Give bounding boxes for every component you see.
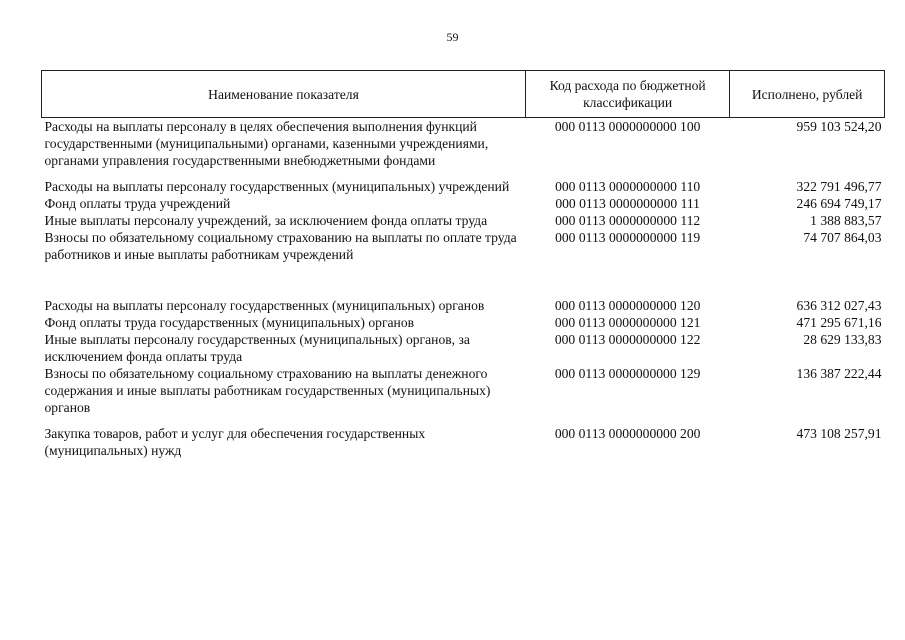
- row-amount: 28 629 133,83: [803, 332, 882, 347]
- row-code: 000 0113 0000000000 121: [554, 315, 701, 330]
- header-executed-amount: Исполнено, рублей: [730, 71, 885, 118]
- row-name: Расходы на выплаты персоналу в целях обеспечения выполнения функций государственными (муниципальными) органами, казенными учреждениями, органами управления государственными внебюджетными фондами: [44, 119, 489, 168]
- row-amount: 322 791 496,77: [796, 179, 882, 194]
- row-amount: 473 108 257,91: [796, 426, 882, 441]
- row-name: Иные выплаты персоналу учреждений, за исключением фонда оплаты труда: [44, 213, 488, 228]
- row-amount: 636 312 027,43: [796, 298, 882, 313]
- row-code: 000 0113 0000000000 122: [554, 332, 701, 347]
- row-code: 000 0113 0000000000 119: [555, 230, 701, 245]
- row-code: 000 0113 0000000000 112: [555, 213, 701, 228]
- header-indicator-name: Наименование показателя: [42, 71, 526, 118]
- table-row: [42, 229, 885, 297]
- row-name: Взносы по обязательному социальному страхованию на выплаты денежного содержания и иные выплаты работникам государственных (муниципальных) органов: [44, 366, 491, 415]
- row-name: Иные выплаты персоналу государственных (муниципальных) органов, за исключением фонда оплаты труда: [44, 332, 470, 364]
- page-number: 59: [446, 30, 459, 44]
- row-amount: 74 707 864,03: [803, 230, 882, 245]
- row-amount: 136 387 222,44: [796, 366, 882, 381]
- table-row: [42, 195, 885, 212]
- row-amount: 471 295 671,16: [796, 315, 882, 330]
- table-row: [42, 297, 885, 314]
- row-code: 000 0113 0000000000 129: [554, 366, 701, 381]
- row-amount: 246 694 749,17: [796, 196, 882, 211]
- header-budget-code: Код расхода по бюджетной классификации: [526, 71, 730, 118]
- row-amount: 959 103 524,20: [796, 119, 882, 134]
- row-name: Расходы на выплаты персоналу государственных (муниципальных) учреждений: [44, 179, 510, 194]
- row-code: 000 0113 0000000000 120: [554, 298, 701, 313]
- row-name: Взносы по обязательному социальному страхованию на выплаты по оплате труда работников и иные выплаты работникам учреждений: [44, 230, 517, 262]
- table-row: [42, 212, 885, 229]
- row-code: 000 0113 0000000000 110: [555, 179, 701, 194]
- row-code: 000 0113 0000000000 200: [554, 426, 701, 441]
- budget-execution-table: [41, 70, 885, 459]
- row-name: Фонд оплаты труда учреждений: [44, 196, 231, 211]
- table-row: [42, 118, 885, 179]
- table-row: [42, 365, 885, 425]
- row-name: Расходы на выплаты персоналу государственных (муниципальных) органов: [44, 298, 485, 313]
- table-row: [42, 178, 885, 195]
- row-code: 000 0113 0000000000 100: [554, 119, 701, 134]
- table-header-row: [42, 71, 885, 118]
- row-code: 000 0113 0000000000 111: [555, 196, 700, 211]
- row-name: Закупка товаров, работ и услуг для обеспечения государственных (муниципальных) нужд: [44, 426, 426, 458]
- row-name: Фонд оплаты труда государственных (муниципальных) органов: [44, 315, 415, 330]
- table-row: [42, 425, 885, 459]
- row-amount: 1 388 883,57: [810, 213, 882, 228]
- table-row: [42, 314, 885, 331]
- table-row: [42, 331, 885, 365]
